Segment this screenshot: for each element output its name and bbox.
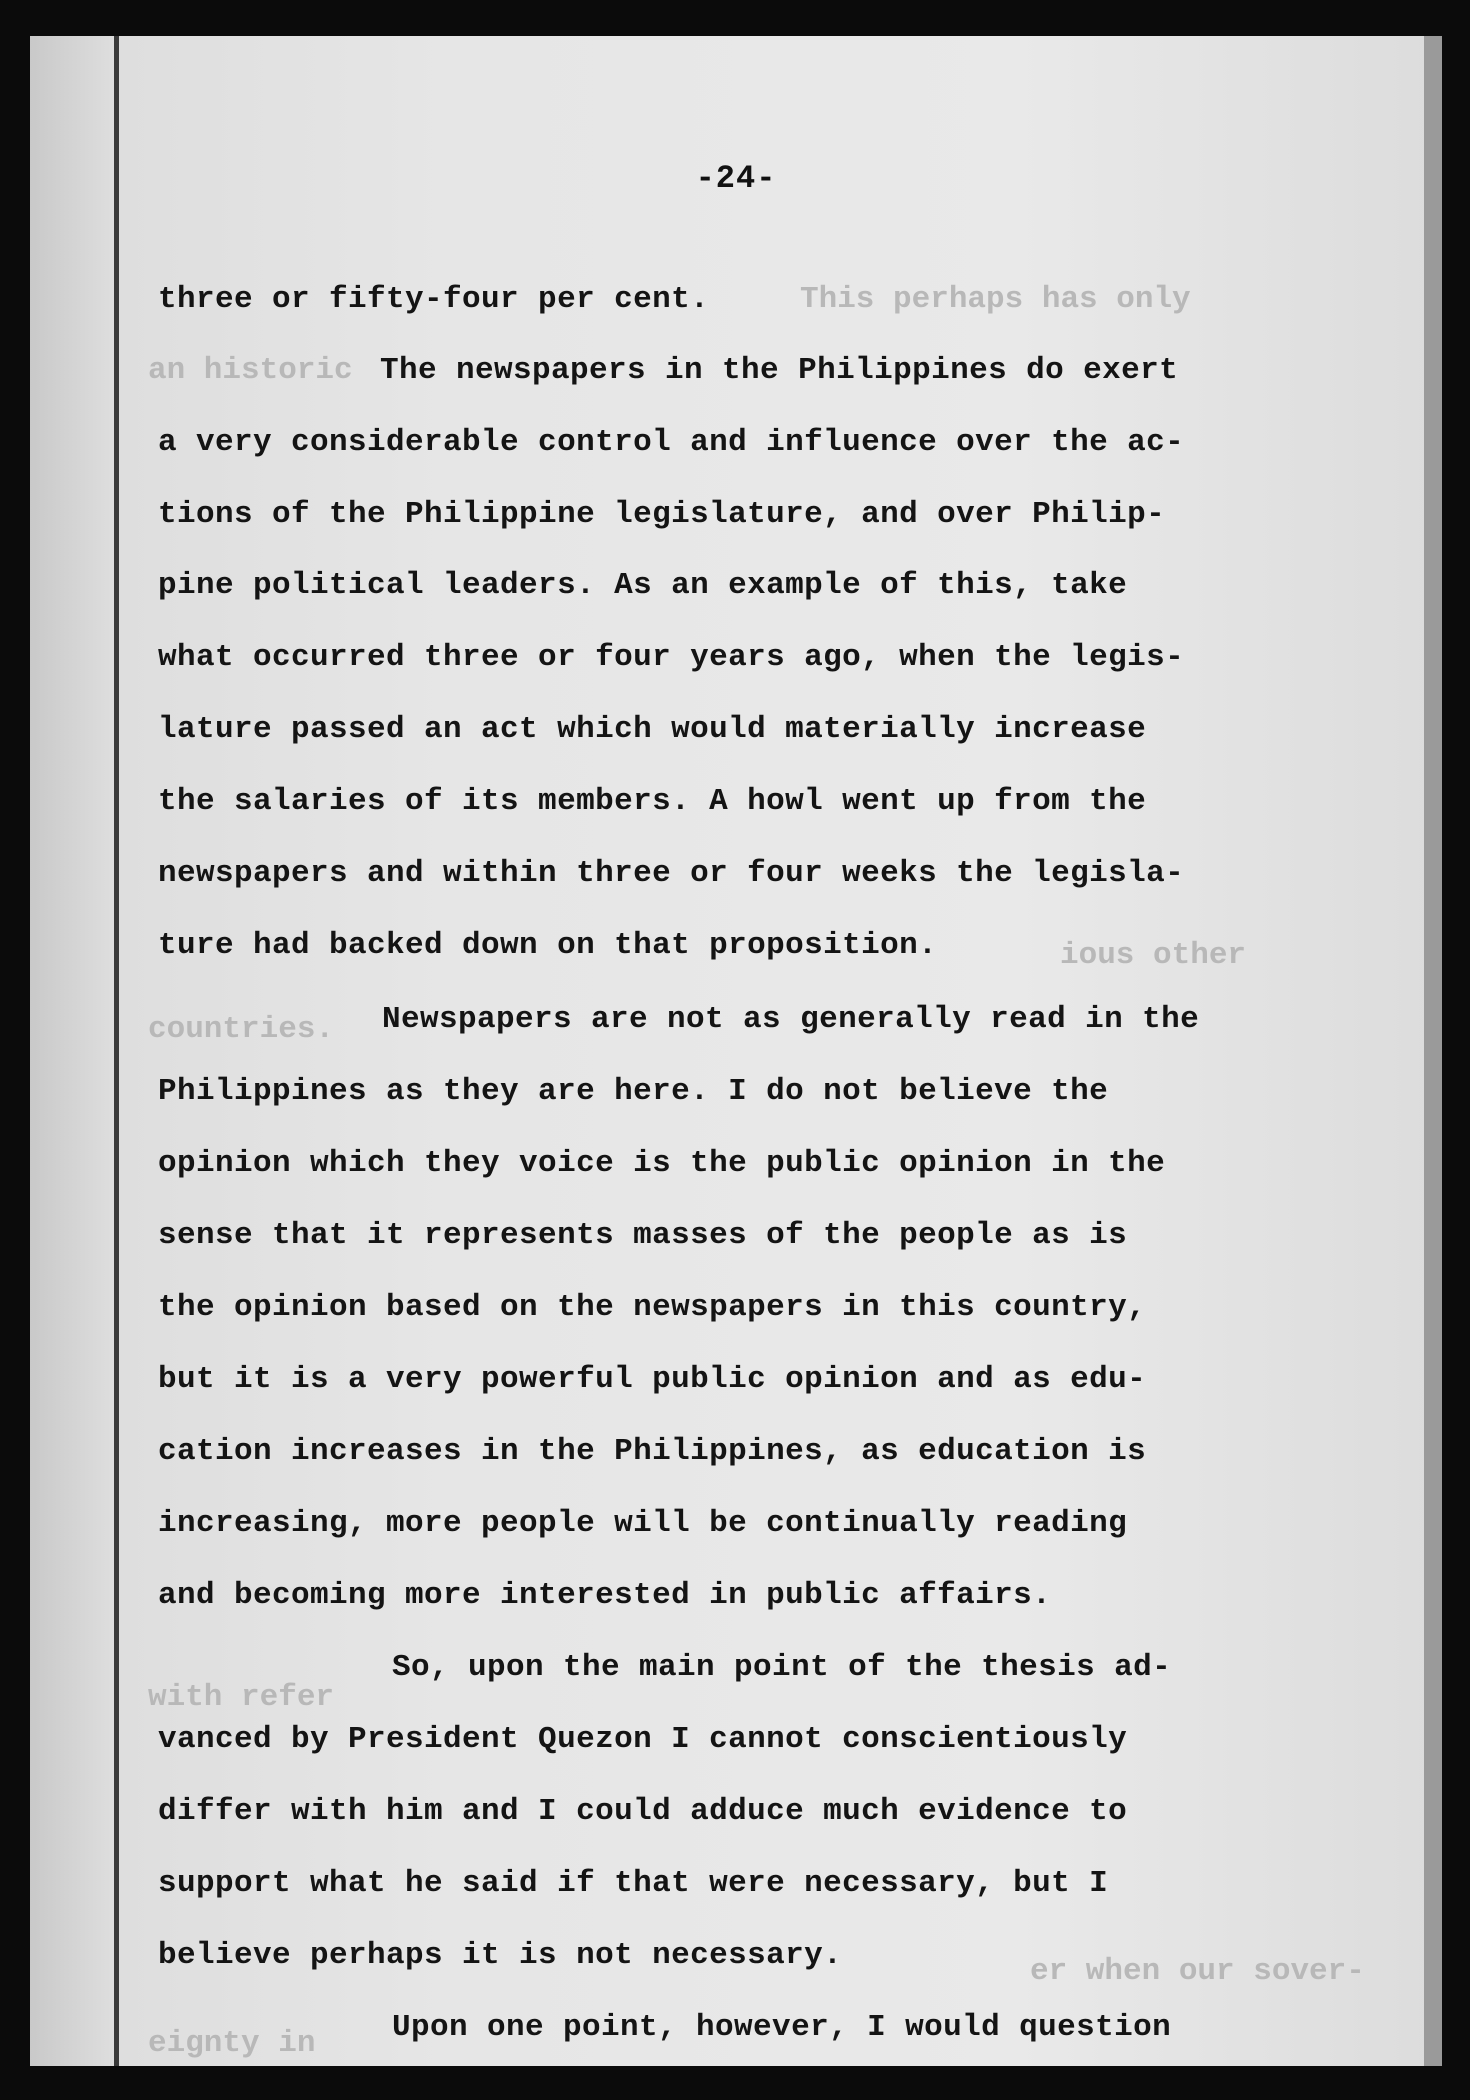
text-line: what occurred three or four years ago, when the legis- bbox=[158, 640, 1185, 675]
page-number: -24- bbox=[695, 160, 777, 197]
bleed-through-text: This perhaps has only bbox=[800, 282, 1191, 317]
text-line: So, upon the main point of the thesis ad- bbox=[392, 1650, 1172, 1685]
text-line: three or fifty-four per cent. bbox=[158, 282, 710, 317]
binding-edge bbox=[114, 36, 119, 2066]
text-line: sense that it represents masses of the people as is bbox=[158, 1218, 1128, 1253]
text-line: increasing, more people will be continually reading bbox=[158, 1506, 1128, 1541]
text-line: vanced by President Quezon I cannot conscientiously bbox=[158, 1722, 1128, 1757]
text-line: newspapers and within three or four weeks the legisla- bbox=[158, 856, 1185, 891]
text-line: the opinion based on the newspapers in this country, bbox=[158, 1290, 1147, 1325]
text-line: Upon one point, however, I would question bbox=[392, 2010, 1172, 2045]
text-line: cation increases in the Philippines, as education is bbox=[158, 1434, 1147, 1469]
bleed-through-text: er when our sover- bbox=[1030, 1954, 1365, 1989]
document-page bbox=[30, 36, 1442, 2066]
text-line: Newspapers are not as generally read in the bbox=[382, 1002, 1200, 1037]
page-edge-shadow bbox=[1424, 36, 1442, 2066]
bleed-through-text: countries. bbox=[148, 1012, 335, 1047]
text-line: the salaries of its members. A howl went up from the bbox=[158, 784, 1147, 819]
text-line: Philippines as they are here. I do not believe the bbox=[158, 1074, 1109, 1109]
bleed-through-text: ious other bbox=[1060, 938, 1247, 973]
text-line: ture had backed down on that proposition. bbox=[158, 928, 938, 963]
text-line: opinion which they voice is the public opinion in the bbox=[158, 1146, 1166, 1181]
bleed-through-text: eignty in bbox=[148, 2026, 316, 2061]
text-line: The newspapers in the Philippines do exert bbox=[380, 353, 1179, 388]
text-line: support what he said if that were necessary, but I bbox=[158, 1866, 1109, 1901]
text-line: but it is a very powerful public opinion and as edu- bbox=[158, 1362, 1147, 1397]
text-line: tions of the Philippine legislature, and over Philip- bbox=[158, 497, 1166, 532]
bleed-through-text: an historic bbox=[148, 353, 353, 388]
text-line: lature passed an act which would materially increase bbox=[158, 712, 1147, 747]
bleed-through-text: with refer bbox=[148, 1680, 335, 1715]
text-line: pine political leaders. As an example of this, take bbox=[158, 568, 1128, 603]
text-line: differ with him and I could adduce much evidence to bbox=[158, 1794, 1128, 1829]
text-line: a very considerable control and influence over the ac- bbox=[158, 425, 1185, 460]
text-line: and becoming more interested in public affairs. bbox=[158, 1578, 1052, 1613]
text-line: believe perhaps it is not necessary. bbox=[158, 1938, 843, 1973]
